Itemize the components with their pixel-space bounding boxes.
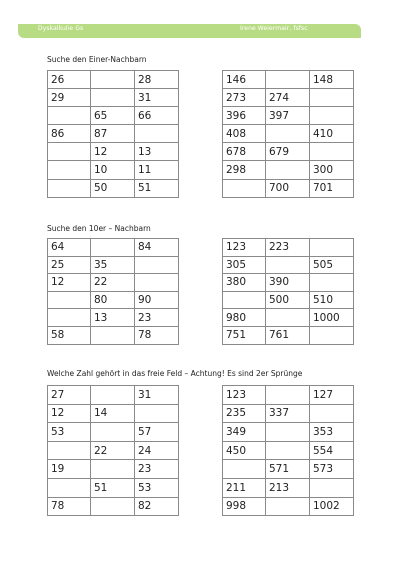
- number-cell: 53: [135, 478, 179, 497]
- number-cell: 50: [91, 179, 135, 197]
- table-row: [223, 291, 354, 309]
- table-row: [223, 404, 354, 423]
- number-cell: 13: [135, 143, 179, 161]
- number-cell: 87: [91, 125, 135, 143]
- number-cell: 28: [135, 71, 179, 89]
- number-cell: 12: [48, 404, 91, 423]
- blank-cell[interactable]: [310, 478, 354, 497]
- number-cell: 10: [91, 161, 135, 179]
- blank-cell[interactable]: [48, 161, 91, 179]
- blank-cell[interactable]: [91, 71, 135, 89]
- table-row: [48, 291, 179, 309]
- number-cell: 380: [223, 274, 266, 292]
- table-row: [48, 460, 179, 479]
- number-cell: 25: [48, 256, 91, 274]
- blank-cell[interactable]: [266, 386, 310, 405]
- table-row: [223, 125, 354, 143]
- table-row: [223, 386, 354, 405]
- header-right-text: Irene Weiermair, fsfsc: [240, 25, 308, 32]
- header-bar: [18, 24, 361, 38]
- table-row: [48, 107, 179, 125]
- blank-cell[interactable]: [91, 423, 135, 442]
- number-cell: 123: [223, 386, 266, 405]
- blank-cell[interactable]: [310, 326, 354, 344]
- number-cell: 761: [266, 326, 310, 344]
- blank-cell[interactable]: [91, 386, 135, 405]
- table-row: [223, 239, 354, 257]
- section-heading: Suche den 10er – Nachbarn: [47, 224, 151, 233]
- table-row: [48, 478, 179, 497]
- blank-cell[interactable]: [310, 89, 354, 107]
- number-cell: 980: [223, 309, 266, 327]
- blank-cell[interactable]: [310, 107, 354, 125]
- number-cell: 390: [266, 274, 310, 292]
- number-cell: 66: [135, 107, 179, 125]
- table-row: [48, 89, 179, 107]
- blank-cell[interactable]: [48, 478, 91, 497]
- table-row: [48, 239, 179, 257]
- blank-cell[interactable]: [266, 309, 310, 327]
- blank-cell[interactable]: [266, 71, 310, 89]
- table-row: [48, 386, 179, 405]
- number-cell: 300: [310, 161, 354, 179]
- number-cell: 998: [223, 497, 266, 516]
- blank-cell[interactable]: [91, 497, 135, 516]
- section-heading: Suche den Einer-Nachbarn: [47, 55, 147, 64]
- number-cell: 29: [48, 89, 91, 107]
- number-cell: 53: [48, 423, 91, 442]
- table-row: [223, 89, 354, 107]
- number-cell: 700: [266, 179, 310, 197]
- number-table-left: [47, 385, 179, 516]
- number-cell: 86: [48, 125, 91, 143]
- number-cell: 19: [48, 460, 91, 479]
- table-row: [223, 309, 354, 327]
- number-cell: 235: [223, 404, 266, 423]
- blank-cell[interactable]: [91, 89, 135, 107]
- blank-cell[interactable]: [266, 441, 310, 460]
- table-row: [48, 256, 179, 274]
- table-row: [48, 143, 179, 161]
- blank-cell[interactable]: [223, 179, 266, 197]
- number-cell: 298: [223, 161, 266, 179]
- section-heading: Welche Zahl gehört in das freie Feld – Achtung! Es sind 2er Sprünge: [47, 369, 303, 378]
- number-cell: 14: [91, 404, 135, 423]
- table-row: [223, 107, 354, 125]
- table-row: [48, 441, 179, 460]
- number-cell: 571: [266, 460, 310, 479]
- number-cell: 78: [48, 497, 91, 516]
- number-cell: 22: [91, 274, 135, 292]
- number-cell: 58: [48, 326, 91, 344]
- number-cell: 24: [135, 441, 179, 460]
- number-table-right: [222, 385, 354, 516]
- number-cell: 505: [310, 256, 354, 274]
- number-cell: 82: [135, 497, 179, 516]
- table-row: [223, 441, 354, 460]
- number-cell: 679: [266, 143, 310, 161]
- blank-cell[interactable]: [91, 239, 135, 257]
- number-cell: 396: [223, 107, 266, 125]
- table-row: [223, 326, 354, 344]
- table-row: [223, 460, 354, 479]
- number-cell: 123: [223, 239, 266, 257]
- table-row: [223, 497, 354, 516]
- blank-cell[interactable]: [266, 125, 310, 143]
- number-cell: 23: [135, 460, 179, 479]
- number-cell: 510: [310, 291, 354, 309]
- number-cell: 127: [310, 386, 354, 405]
- blank-cell[interactable]: [48, 309, 91, 327]
- table-row: [48, 326, 179, 344]
- blank-cell[interactable]: [310, 239, 354, 257]
- number-cell: 57: [135, 423, 179, 442]
- number-table-right: [222, 238, 354, 345]
- blank-cell[interactable]: [91, 326, 135, 344]
- table-row: [223, 71, 354, 89]
- table-row: [48, 125, 179, 143]
- number-cell: 148: [310, 71, 354, 89]
- blank-cell[interactable]: [310, 404, 354, 423]
- table-row: [48, 423, 179, 442]
- number-cell: 11: [135, 161, 179, 179]
- table-row: [223, 161, 354, 179]
- number-cell: 337: [266, 404, 310, 423]
- number-cell: 408: [223, 125, 266, 143]
- number-cell: 84: [135, 239, 179, 257]
- number-cell: 223: [266, 239, 310, 257]
- blank-cell[interactable]: [48, 291, 91, 309]
- number-cell: 450: [223, 441, 266, 460]
- table-row: [223, 423, 354, 442]
- number-table-left: [47, 238, 179, 345]
- number-cell: 554: [310, 441, 354, 460]
- number-cell: 146: [223, 71, 266, 89]
- number-cell: 273: [223, 89, 266, 107]
- blank-cell[interactable]: [48, 143, 91, 161]
- table-row: [48, 161, 179, 179]
- blank-cell[interactable]: [135, 404, 179, 423]
- number-cell: 78: [135, 326, 179, 344]
- number-cell: 80: [91, 291, 135, 309]
- blank-cell[interactable]: [223, 460, 266, 479]
- number-cell: 305: [223, 256, 266, 274]
- number-cell: 1000: [310, 309, 354, 327]
- table-row: [223, 274, 354, 292]
- number-cell: 12: [48, 274, 91, 292]
- number-cell: 573: [310, 460, 354, 479]
- number-cell: 27: [48, 386, 91, 405]
- number-cell: 349: [223, 423, 266, 442]
- number-cell: 26: [48, 71, 91, 89]
- blank-cell[interactable]: [266, 256, 310, 274]
- number-cell: 13: [91, 309, 135, 327]
- table-row: [48, 274, 179, 292]
- number-table-right: [222, 70, 354, 198]
- number-cell: 211: [223, 478, 266, 497]
- table-row: [223, 143, 354, 161]
- blank-cell[interactable]: [135, 274, 179, 292]
- blank-cell[interactable]: [48, 179, 91, 197]
- blank-cell[interactable]: [91, 460, 135, 479]
- number-cell: 31: [135, 386, 179, 405]
- number-cell: 678: [223, 143, 266, 161]
- table-row: [223, 478, 354, 497]
- blank-cell[interactable]: [48, 107, 91, 125]
- number-cell: 51: [135, 179, 179, 197]
- number-cell: 1002: [310, 497, 354, 516]
- table-row: [48, 71, 179, 89]
- header-left-text: Dyskalkulie Gs: [38, 25, 84, 32]
- table-row: [48, 404, 179, 423]
- number-cell: 751: [223, 326, 266, 344]
- blank-cell[interactable]: [266, 497, 310, 516]
- number-cell: 35: [91, 256, 135, 274]
- number-cell: 90: [135, 291, 179, 309]
- blank-cell[interactable]: [310, 143, 354, 161]
- number-cell: 213: [266, 478, 310, 497]
- number-cell: 22: [91, 441, 135, 460]
- blank-cell[interactable]: [135, 256, 179, 274]
- blank-cell[interactable]: [266, 161, 310, 179]
- table-row: [48, 309, 179, 327]
- number-cell: 410: [310, 125, 354, 143]
- blank-cell[interactable]: [310, 274, 354, 292]
- blank-cell[interactable]: [48, 441, 91, 460]
- number-cell: 64: [48, 239, 91, 257]
- table-row: [223, 256, 354, 274]
- blank-cell[interactable]: [223, 291, 266, 309]
- table-row: [48, 179, 179, 197]
- number-table-left: [47, 70, 179, 198]
- table-row: [48, 497, 179, 516]
- number-cell: 701: [310, 179, 354, 197]
- number-cell: 51: [91, 478, 135, 497]
- blank-cell[interactable]: [266, 423, 310, 442]
- number-cell: 353: [310, 423, 354, 442]
- number-cell: 31: [135, 89, 179, 107]
- number-cell: 397: [266, 107, 310, 125]
- table-row: [223, 179, 354, 197]
- number-cell: 65: [91, 107, 135, 125]
- number-cell: 274: [266, 89, 310, 107]
- number-cell: 12: [91, 143, 135, 161]
- number-cell: 23: [135, 309, 179, 327]
- blank-cell[interactable]: [135, 125, 179, 143]
- number-cell: 500: [266, 291, 310, 309]
